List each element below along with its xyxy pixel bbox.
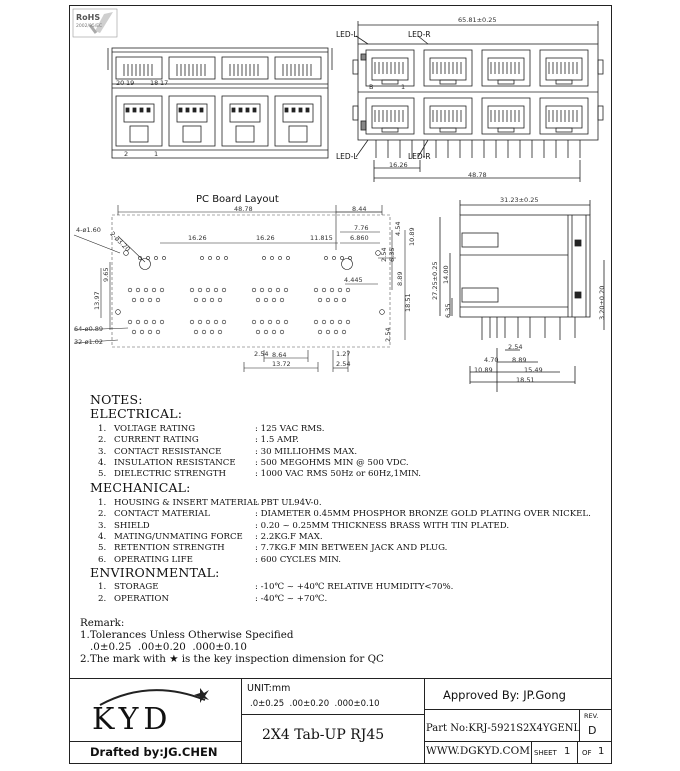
top-view xyxy=(353,21,603,182)
electrical-row-value: : 30 MILLIOHMS MAX. xyxy=(255,446,358,457)
approved-by: Approved By: JP.Gong xyxy=(443,688,566,702)
mechanical-row-number: 6. xyxy=(98,554,107,565)
fv-port-slot xyxy=(124,104,154,122)
dim-label: 4.445 xyxy=(344,276,363,284)
tv-dim-16-26: 16.26 xyxy=(389,161,408,169)
tv-port xyxy=(482,98,530,134)
rohs-label: RoHS xyxy=(76,13,101,22)
mechanical-row-number: 2. xyxy=(98,509,107,520)
pcb-signal-hole xyxy=(156,330,160,334)
pcb-signal-hole xyxy=(260,320,264,324)
website: WWW.DGKYD.COM xyxy=(426,745,530,757)
pcb-signal-hole xyxy=(284,288,288,292)
pcb-signal-hole xyxy=(342,298,346,302)
tv-port-latch xyxy=(440,128,456,132)
environmental-row-label: OPERATION xyxy=(114,593,169,604)
mechanical-row-value: : 0.20 ~ 0.25MM THICKNESS BRASS WITH TIN PLATED. xyxy=(255,520,510,531)
fv-pin xyxy=(147,108,150,112)
pcb-signal-hole xyxy=(218,330,222,334)
pcb-signal-hole xyxy=(318,330,322,334)
front-view xyxy=(108,48,332,158)
tv-port-latch xyxy=(498,128,514,132)
pcb-title: PC Board Layout xyxy=(196,194,279,205)
pcb-signal-hole xyxy=(280,330,284,334)
pcb-signal-hole xyxy=(338,320,342,324)
dim-label: 2.54 xyxy=(380,247,388,262)
pcb-signal-hole xyxy=(222,320,226,324)
fv-lower-port xyxy=(222,96,268,146)
electrical-row-number: 4. xyxy=(98,457,107,468)
fv-upper-port xyxy=(275,57,321,79)
dim-label: 9.65 xyxy=(102,267,110,282)
remark-title: Remark: xyxy=(80,617,125,629)
tv-port-label: 1 xyxy=(401,83,406,91)
fv-pin xyxy=(126,108,129,112)
pcb-led-hole xyxy=(224,256,227,259)
pcb-signal-hole xyxy=(214,288,218,292)
pcb-signal-hole xyxy=(152,288,156,292)
pcb-signal-hole xyxy=(128,288,132,292)
fv-pin-label: 17 xyxy=(160,79,169,87)
environmental-row-value: : -10℃ ~ +40℃ RELATIVE HUMIDITY<70%. xyxy=(255,582,454,592)
kyd-logo: KYD xyxy=(92,702,173,737)
dim-label: 31.23±0.25 xyxy=(500,196,539,204)
pcb-signal-hole xyxy=(160,320,164,324)
dim-label: 2.54 xyxy=(254,350,269,358)
fv-pin xyxy=(133,108,136,112)
pcb-signal-hole xyxy=(330,320,334,324)
pcb-signal-hole xyxy=(314,320,318,324)
fv-pin-label: 19 xyxy=(126,79,135,87)
pcb-led-hole xyxy=(270,256,273,259)
fv-pin xyxy=(186,108,189,112)
electrical-row-label: CONTACT RESISTANCE xyxy=(114,446,222,457)
mechanical-heading: MECHANICAL: xyxy=(90,480,191,495)
pcb-signal-hole xyxy=(140,298,144,302)
pcb-signal-hole xyxy=(198,320,202,324)
pcb-signal-hole xyxy=(194,298,198,302)
hole-callout: 32-ø1.02 xyxy=(74,338,104,346)
pcb-signal-hole xyxy=(190,288,194,292)
pcb-signal-hole xyxy=(334,330,338,334)
dim-label: 48.78 xyxy=(234,205,253,213)
dim-label: 7.76 xyxy=(354,224,369,232)
electrical-row-value: : 125 VAC RMS. xyxy=(255,424,325,434)
tv-overall-dim: 65.81±0.25 xyxy=(458,16,497,24)
pcb-signal-hole xyxy=(148,330,152,334)
pcb-signal-hole xyxy=(264,330,268,334)
fv-lower-port xyxy=(116,96,162,146)
dim-label: 2.54 xyxy=(508,343,523,351)
pcb-led-hole xyxy=(286,256,289,259)
rev-value: D xyxy=(588,724,597,737)
mechanical-row-label: CONTACT MATERIAL xyxy=(114,509,210,520)
pcb-signal-hole xyxy=(210,298,214,302)
fv-upper-port xyxy=(116,57,162,79)
mechanical-row-label: MATING/UNMATING FORCE xyxy=(114,531,243,542)
pcb-signal-hole xyxy=(144,288,148,292)
fv-pin xyxy=(246,108,249,112)
notes-title: NOTES: xyxy=(90,392,143,407)
dim-label: 4.70 xyxy=(484,356,499,364)
tv-port-latch xyxy=(556,128,572,132)
pcb-signal-hole xyxy=(194,330,198,334)
dim-label: 11.815 xyxy=(310,234,333,242)
mechanical-row-value: : 7.7KG.F MIN BETWEEN JACK AND PLUG. xyxy=(255,543,448,554)
pcb-led-hole xyxy=(278,256,281,259)
electrical-row-number: 3. xyxy=(98,446,107,457)
pcb-signal-hole xyxy=(140,330,144,334)
pcb-led-hole xyxy=(154,256,157,259)
hole-callout: 2-ø3.20 xyxy=(108,230,132,254)
pcb-led-hole xyxy=(340,256,343,259)
mechanical-row-label: HOUSING & INSERT MATERIAL xyxy=(114,498,259,508)
dim-label: 18.51 xyxy=(516,376,535,384)
dim-label: 3.20±0.20 xyxy=(598,285,606,320)
pcb-signal-hole xyxy=(152,320,156,324)
tv-port xyxy=(366,98,414,134)
tv-port-latch xyxy=(498,80,514,84)
fv-pin-label: 1 xyxy=(154,150,159,158)
drafted-by: Drafted by:JG.CHEN xyxy=(90,745,218,759)
fv-port-latch xyxy=(130,126,148,142)
remark-line-3-text: 2.The mark with xyxy=(80,653,166,665)
pcb-signal-hole xyxy=(346,320,350,324)
pcb-signal-hole xyxy=(322,320,326,324)
led-r-top: LED-R xyxy=(408,30,431,39)
led-l-bottom: LED-L xyxy=(336,152,358,161)
electrical-row-number: 1. xyxy=(98,424,107,434)
pcb-signal-hole xyxy=(326,330,330,334)
tv-port xyxy=(424,50,472,86)
pcb-signal-hole xyxy=(314,288,318,292)
fv-pin xyxy=(292,108,295,112)
dim-label: 4.54 xyxy=(394,221,402,236)
dim-label: 14.00 xyxy=(442,265,450,284)
dim-label: 16.26 xyxy=(256,234,275,242)
sheet-label: SHEET xyxy=(534,749,557,757)
fv-pin-label: 2 xyxy=(124,150,129,158)
fv-pin xyxy=(200,108,203,112)
fv-pin xyxy=(239,108,242,112)
dim-label: 18.51 xyxy=(404,293,412,312)
fv-pin xyxy=(306,108,309,112)
pcb-signal-hole xyxy=(326,298,330,302)
tolerance-line: .0±0.25 .00±0.20 .000±0.10 xyxy=(250,699,380,709)
fv-port-slot xyxy=(230,104,260,122)
tv-port-latch xyxy=(440,80,456,84)
pcb-signal-hole xyxy=(252,320,256,324)
electrical-row-label: VOLTAGE RATING xyxy=(114,424,196,434)
environmental-row-number: 1. xyxy=(98,582,107,592)
sheet-value: 1 xyxy=(564,746,571,757)
dim-label: 2.54 xyxy=(384,327,392,342)
dim-label: 8.44 xyxy=(352,205,367,213)
hole-callout: 4-ø1.60 xyxy=(76,226,101,234)
pcb-signal-hole xyxy=(322,288,326,292)
dim-label: 13.97 xyxy=(93,291,101,310)
dim-label: 8.64 xyxy=(272,351,287,359)
electrical-row-label: CURRENT RATING xyxy=(114,435,199,446)
fv-lower-port xyxy=(275,96,321,146)
led-r-bottom: LED-R xyxy=(408,152,431,161)
pcb-signal-hole xyxy=(284,320,288,324)
pcb-signal-hole xyxy=(318,298,322,302)
pcb-signal-hole xyxy=(206,288,210,292)
tv-port-latch xyxy=(556,80,572,84)
mechanical-row-number: 4. xyxy=(98,531,107,542)
dim-label: 8.89 xyxy=(396,271,404,286)
fv-pin xyxy=(193,108,196,112)
mechanical-row-value: : PBT UL94V-0. xyxy=(255,498,322,508)
dim-label: 16.26 xyxy=(188,234,207,242)
electrical-heading: ELECTRICAL: xyxy=(90,406,183,421)
dim-label: 10.89 xyxy=(408,227,416,246)
pcb-led-hole xyxy=(216,256,219,259)
tv-port xyxy=(366,50,414,86)
mechanical-row-value: : 2.2KG.F MAX. xyxy=(255,531,323,542)
pcb-signal-hole xyxy=(160,288,164,292)
pcb-signal-hole xyxy=(136,288,140,292)
electrical-row-number: 5. xyxy=(98,469,107,480)
fv-pin xyxy=(179,108,182,112)
mechanical-row-number: 3. xyxy=(98,520,107,531)
fv-upper-port xyxy=(169,57,215,79)
pcb-signal-hole xyxy=(276,320,280,324)
dim-label: 6.35 xyxy=(388,247,396,262)
unit-label: UNIT:mm xyxy=(247,683,291,694)
fv-port-latch xyxy=(289,126,307,142)
pcb-signal-hole xyxy=(202,330,206,334)
part-number: Part No:KRJ-5921S2X4YGENL xyxy=(426,723,581,734)
pcb-signal-hole xyxy=(132,330,136,334)
mechanical-row-label: OPERATING LIFE xyxy=(114,554,193,565)
pcb-signal-hole xyxy=(272,330,276,334)
fv-port-latch xyxy=(183,126,201,142)
dim-label: 6.35 xyxy=(444,303,452,318)
pcb-signal-hole xyxy=(252,288,256,292)
pcb-signal-hole xyxy=(334,298,338,302)
fv-lower-port xyxy=(169,96,215,146)
dim-label: 1.27 xyxy=(336,350,351,358)
pcb-signal-hole xyxy=(330,288,334,292)
tv-port-latch xyxy=(382,80,398,84)
fv-pin xyxy=(232,108,235,112)
pcb-signal-hole xyxy=(202,298,206,302)
pcb-signal-hole xyxy=(190,320,194,324)
tv-port xyxy=(482,50,530,86)
mechanical-row-label: RETENTION STRENGTH xyxy=(114,543,225,554)
environmental-row-number: 2. xyxy=(98,593,107,604)
of-label: OF xyxy=(582,749,592,757)
pcb-signal-hole xyxy=(276,288,280,292)
mechanical-row-number: 5. xyxy=(98,543,107,554)
pcb-signal-hole xyxy=(268,320,272,324)
remark-line-3-text: is the key inspection dimension for QC xyxy=(181,653,384,665)
pcb-led-hole xyxy=(208,256,211,259)
fv-pin-label: 20 xyxy=(116,79,125,87)
dim-label: 6.860 xyxy=(350,234,369,242)
pcb-signal-hole xyxy=(198,288,202,292)
pcb-signal-hole xyxy=(260,288,264,292)
star-icon: ★ xyxy=(169,653,179,665)
hole-callout: 64-ø0.89 xyxy=(74,325,104,333)
pcb-signal-hole xyxy=(136,320,140,324)
dim-label: 15.49 xyxy=(524,366,543,374)
fv-port-slot xyxy=(283,104,313,122)
mechanical-row-label: SHIELD xyxy=(114,520,150,531)
tv-port-latch xyxy=(382,128,398,132)
environmental-row-label: STORAGE xyxy=(114,582,159,592)
pcb-signal-hole xyxy=(222,288,226,292)
pcb-led-hole xyxy=(332,256,335,259)
tv-dim-48-78: 48.78 xyxy=(468,171,487,179)
environmental-row-value: : -40℃ ~ +70℃. xyxy=(255,593,328,604)
tv-port xyxy=(540,98,588,134)
pcb-signal-hole xyxy=(144,320,148,324)
dim-label: 10.89 xyxy=(474,366,493,374)
dim-label: 27.25±0.25 xyxy=(431,261,439,300)
electrical-row-value: : 1.5 AMP. xyxy=(255,435,299,446)
pcb-signal-hole xyxy=(264,298,268,302)
pcb-signal-hole xyxy=(218,298,222,302)
fv-port-slot xyxy=(177,104,207,122)
fv-port-latch xyxy=(236,126,254,142)
of-value: 1 xyxy=(598,746,605,757)
remark-line-1: 1.Tolerances Unless Otherwise Specified xyxy=(80,629,294,641)
pcb-signal-hole xyxy=(156,298,160,302)
fv-pin xyxy=(285,108,288,112)
pcb-signal-hole xyxy=(210,330,214,334)
pcb-signal-hole xyxy=(268,288,272,292)
pcb-signal-hole xyxy=(272,298,276,302)
dim-label: 13.72 xyxy=(272,360,291,368)
led-l-top: LED-L xyxy=(336,30,358,39)
fv-upper-port xyxy=(222,57,268,79)
environmental-heading: ENVIRONMENTAL: xyxy=(90,565,220,580)
tv-port xyxy=(424,98,472,134)
product-name: 2X4 Tab-UP RJ45 xyxy=(262,727,385,743)
pcb-led-hole xyxy=(324,256,327,259)
dim-label: 2.54 xyxy=(336,360,351,368)
tv-port xyxy=(540,50,588,86)
electrical-row-value: : 1000 VAC RMS 50Hz or 60Hz,1MIN. xyxy=(255,469,422,480)
electrical-row-number: 2. xyxy=(98,435,107,446)
pcb-signal-hole xyxy=(346,288,350,292)
pcb-signal-hole xyxy=(132,298,136,302)
pcb-signal-hole xyxy=(214,320,218,324)
pcb-signal-hole xyxy=(280,298,284,302)
pcb-signal-hole xyxy=(128,320,132,324)
electrical-row-value: : 500 MEGOHMS MIN @ 500 VDC. xyxy=(255,457,409,468)
electrical-row-label: DIELECTRIC STRENGTH xyxy=(114,469,226,480)
electrical-row-label: INSULATION RESISTANCE xyxy=(114,457,236,468)
pcb-led-hole xyxy=(162,256,165,259)
pcb-signal-hole xyxy=(256,330,260,334)
rev-label: REV. xyxy=(584,712,599,720)
mechanical-row-value: : DIAMETER 0.45MM PHOSPHOR BRONZE GOLD PLATING OVER NICKEL. xyxy=(255,509,591,520)
remark-line-2: .0±0.25 .00±0.20 .000±0.10 xyxy=(90,641,247,653)
rohs-sublabel: 2002/95/EC xyxy=(76,24,103,29)
pcb-signal-hole xyxy=(338,288,342,292)
fv-pin-label: 18 xyxy=(150,79,159,87)
fv-pin xyxy=(253,108,256,112)
pcb-signal-hole xyxy=(148,298,152,302)
dim-label: 8.89 xyxy=(512,356,527,364)
pcb-signal-hole xyxy=(256,298,260,302)
pcb-signal-hole xyxy=(206,320,210,324)
fv-pin xyxy=(140,108,143,112)
pcb-led-hole xyxy=(200,256,203,259)
pcb-led-hole xyxy=(262,256,265,259)
mechanical-row-number: 1. xyxy=(98,498,107,508)
fv-pin xyxy=(299,108,302,112)
mechanical-row-value: : 600 CYCLES MIN. xyxy=(255,554,341,565)
tv-port-label: B xyxy=(369,83,374,91)
remark-line-3 xyxy=(80,653,384,665)
pcb-signal-hole xyxy=(342,330,346,334)
